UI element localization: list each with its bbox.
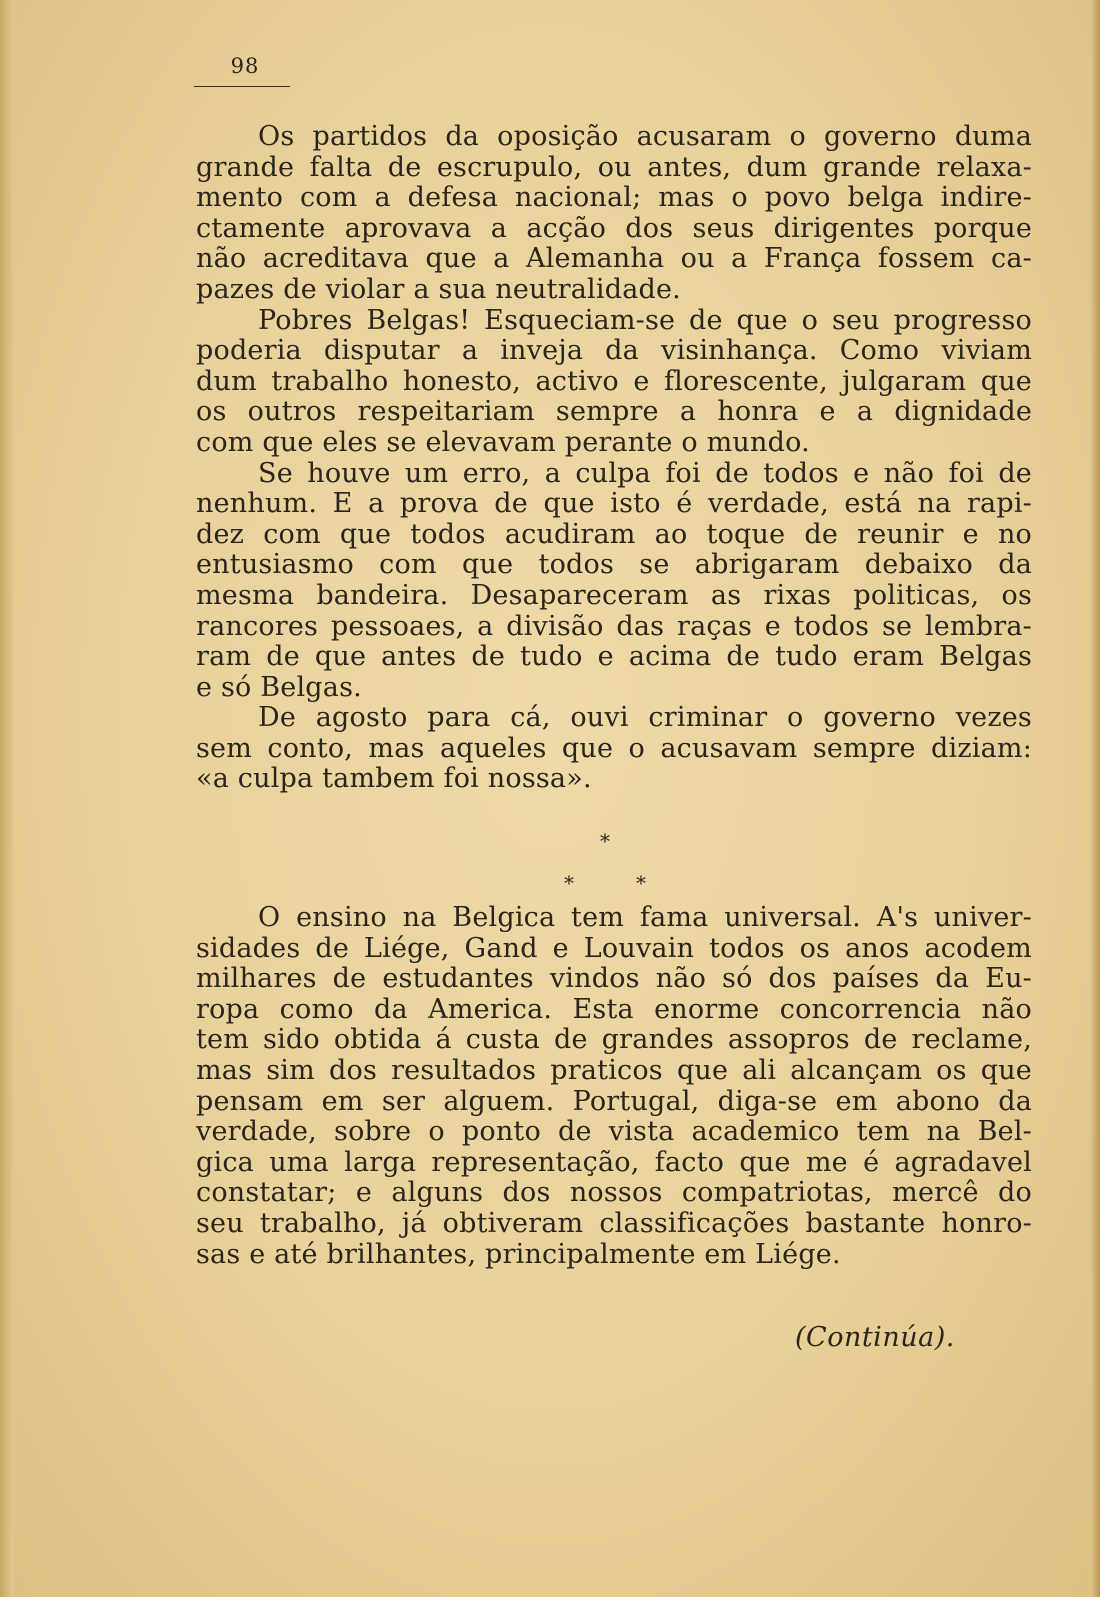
text-line: sidades de Liége, Gand e Louvain todos os anos acodem (196, 932, 1032, 964)
text-line: mas sim dos resultados praticos que ali alcançam os que (196, 1055, 1032, 1087)
text-line: ram de que antes de tudo e acima de tudo eram Belgas (196, 641, 1032, 673)
text-line: Os partidos da oposição acusaram o governo duma (258, 121, 1032, 152)
text-line: grande falta de escrupulo, ou antes, dum grande relaxa- (196, 151, 1032, 183)
asterism-star: * (564, 871, 574, 896)
body-text (196, 122, 1032, 1270)
text-line: dum trabalho honesto, activo e florescente, julgaram que (196, 365, 1032, 397)
text-line: milhares de estudantes vindos não só dos países da Eu- (196, 963, 1032, 995)
text-line: verdade, sobre o ponto de vista academico tem na Bel- (196, 1116, 1032, 1148)
text-line: os outros respeitariam sempre a honra e a dignidade (196, 396, 1032, 428)
text-line: não acreditava que a Alemanha ou a França fossem ca- (196, 243, 1032, 275)
text-line: mento com a defesa nacional; mas o povo belga indire- (196, 182, 1032, 214)
text-line: pensam em ser alguem. Portugal, diga-se em abono da (196, 1085, 1032, 1117)
asterism-divider (196, 795, 1032, 903)
text-line: De agosto para cá, ouvi criminar o governo vezes (258, 702, 1032, 734)
page-right-edge (1090, 0, 1100, 1597)
page-number-rule (194, 86, 290, 87)
text-line: e só Belgas. (196, 671, 362, 703)
text-line: «a culpa tambem foi nossa». (196, 763, 592, 795)
text-line: ctamente aprovava a acção dos seus dirigentes porque (196, 212, 1032, 244)
text-line: dez com que todos acudiram ao toque de reunir e no (196, 518, 1032, 550)
text-line: tem sido obtida á custa de grandes assopros de reclame, (196, 1024, 1032, 1056)
continuation-note: (Continúa). (795, 1322, 955, 1353)
text-line: Pobres Belgas! Esqueciam-se de que o seu progresso (258, 304, 1032, 336)
text-line: mesma bandeira. Desapareceram as rixas politicas, os (196, 579, 1032, 611)
text-line: sem conto, mas aqueles que o acusavam sempre diziam: (196, 732, 1032, 764)
paragraph-opposition (196, 122, 1032, 306)
text-line: sas e até brilhantes, principalmente em Liége. (196, 1238, 841, 1270)
text-line: ropa como da America. Esta enorme concorrencia não (196, 993, 1032, 1025)
paragraph-ensino (196, 903, 1032, 1270)
text-line: Se houve um erro, a culpa foi de todos e não foi de (258, 457, 1032, 489)
text-line: poderia disputar a inveja da visinhança. Como viviam (196, 335, 1032, 367)
text-line: nenhum. E a prova de que isto é verdade, está na rapi- (196, 488, 1032, 520)
text-line: rancores pessoaes, a divisão das raças e todos se lembra- (196, 610, 1032, 642)
page-left-edge (0, 0, 14, 1597)
asterism-star: * (636, 871, 646, 896)
paragraph-pobres-belgas (196, 306, 1032, 459)
text-line: entusiasmo com que todos se abrigaram debaixo da (196, 549, 1032, 581)
text-line: pazes de violar a sua neutralidade. (196, 273, 681, 305)
text-line: seu trabalho, já obtiveram classificações bastante honro- (196, 1208, 1032, 1239)
page-number: 98 (230, 54, 260, 78)
text-line: gica uma larga representação, facto que me é agradavel (196, 1146, 1032, 1178)
asterism-star: * (600, 829, 610, 854)
paragraph-agosto (196, 703, 1032, 795)
paragraph-erro (196, 459, 1032, 704)
text-line: O ensino na Belgica tem fama universal. A's univer- (258, 902, 1032, 934)
text-line: constatar; e alguns dos nossos compatriotas, mercê do (196, 1177, 1032, 1209)
text-line: com que eles se elevavam perante o mundo. (196, 426, 810, 458)
